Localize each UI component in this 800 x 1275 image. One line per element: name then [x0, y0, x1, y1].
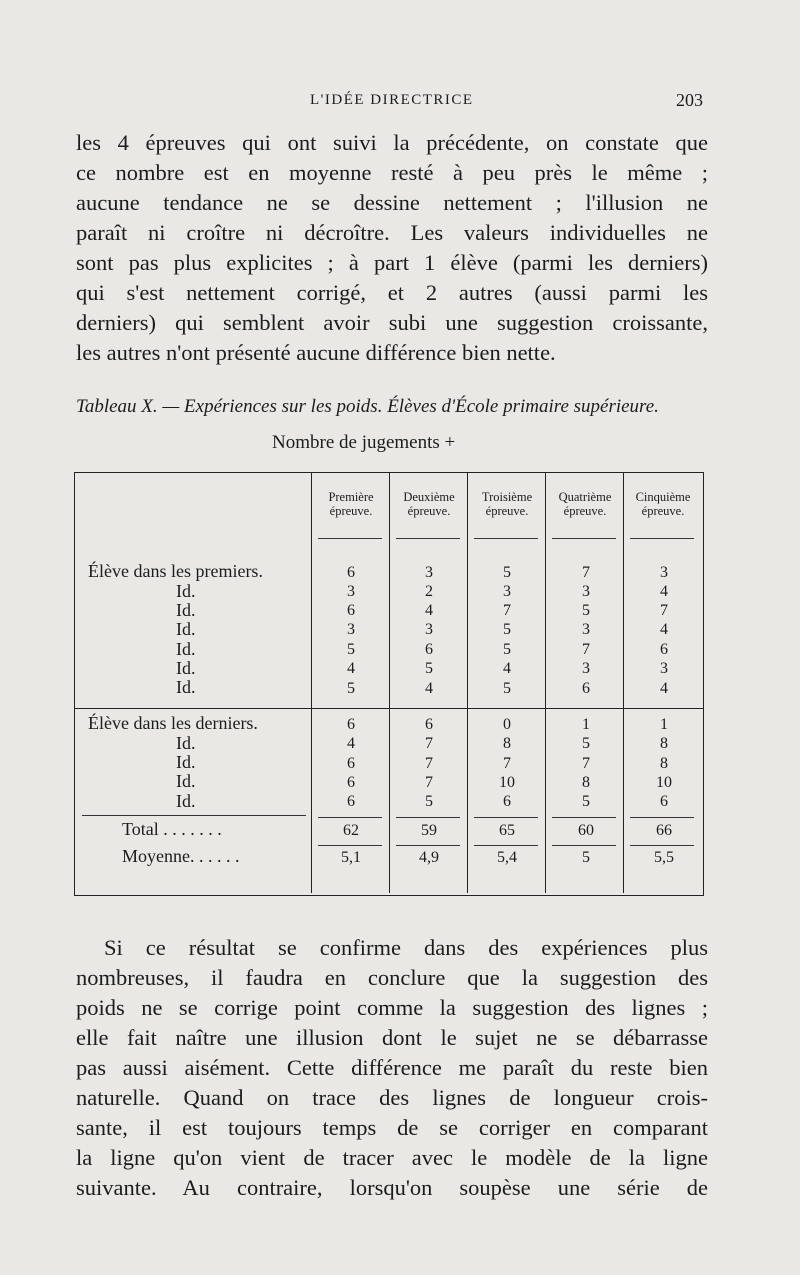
- row-label: Id.: [176, 733, 196, 753]
- text-line: poids ne se corrige point comme la suggestion des lignes ;: [76, 995, 708, 1020]
- text-line: suivante. Au contraire, lorsqu'on soupèse une série de: [76, 1175, 708, 1200]
- table-cell: 60: [578, 822, 594, 839]
- table-cell: 6: [347, 602, 355, 619]
- row-label: Id.: [176, 752, 196, 772]
- table-cell: 8: [503, 735, 511, 752]
- table-cell: 4: [425, 602, 433, 619]
- column-header: [312, 490, 390, 518]
- text-line: ce nombre est en moyenne resté à peu près le même ;: [76, 160, 708, 185]
- table-cell: 4: [660, 680, 668, 697]
- table-cell: 7: [425, 774, 433, 791]
- table-cell: 6: [347, 774, 355, 791]
- table-cell: 6: [347, 793, 355, 810]
- table-cell: 4: [425, 680, 433, 697]
- table-cell: 6: [660, 793, 668, 810]
- row-label: Id.: [176, 619, 196, 639]
- column-header: [390, 490, 468, 518]
- table-cell: 4: [347, 735, 355, 752]
- row-label: Id.: [176, 581, 196, 601]
- table-cell: 6: [347, 716, 355, 733]
- table-cell: 5: [582, 735, 590, 752]
- table-cell: 6: [425, 641, 433, 658]
- column-header-line: Deuxième: [403, 490, 455, 504]
- moyenne-label: Moyenne. . . . . .: [122, 846, 240, 866]
- table-cell: 7: [660, 602, 668, 619]
- table-cell: 4: [503, 660, 511, 677]
- text-line: naturelle. Quand on trace des lignes de longueur crois-: [76, 1085, 708, 1110]
- text-line: sont pas plus explicites ; à part 1 élève (parmi les derniers): [76, 250, 708, 275]
- row-label: Id.: [176, 771, 196, 791]
- row-label: Élève dans les premiers.: [88, 561, 263, 581]
- table-cell: 66: [656, 822, 672, 839]
- table-cell: 3: [582, 660, 590, 677]
- table-cell: 5: [347, 680, 355, 697]
- table-cell: 5,1: [341, 849, 361, 866]
- column-header: [624, 490, 702, 518]
- table-cell: 10: [499, 774, 515, 791]
- table-cell: 3: [425, 564, 433, 581]
- table-cell: 65: [499, 822, 515, 839]
- column-header: [468, 490, 546, 518]
- table-cell: 5: [347, 641, 355, 658]
- text-line: pas aussi aisément. Cette différence me paraît du reste bien: [76, 1055, 708, 1080]
- column-header-line: Première: [328, 490, 374, 504]
- table-cell: 6: [660, 641, 668, 658]
- row-label: Id.: [176, 639, 196, 659]
- table-cell: 3: [582, 583, 590, 600]
- table-cell: 5: [503, 621, 511, 638]
- table-cell: 8: [582, 774, 590, 791]
- running-title: L'IDÉE DIRECTRICE: [310, 92, 474, 108]
- table-cell: 5: [503, 564, 511, 581]
- text-line: les autres n'ont présenté aucune différence bien nette.: [76, 340, 556, 365]
- column-header-line: épreuve.: [563, 504, 607, 518]
- table-cell: 5: [425, 660, 433, 677]
- table-cell: 4,9: [419, 849, 439, 866]
- table-cell: 7: [503, 602, 511, 619]
- column-header-line: épreuve.: [485, 504, 529, 518]
- text-line: aucune tendance ne se dessine nettement ; l'illusion ne: [76, 190, 708, 215]
- table-cell: 6: [582, 680, 590, 697]
- table-cell: 6: [347, 755, 355, 772]
- table-cell: 3: [660, 660, 668, 677]
- table-cell: 6: [503, 793, 511, 810]
- paragraph-2: [76, 933, 708, 1203]
- table-cell: 4: [660, 583, 668, 600]
- text-line: elle fait naître une illusion dont le sujet ne se débarrasse: [76, 1025, 708, 1050]
- column-header-line: Cinquième: [635, 490, 691, 504]
- page-number: 203: [676, 90, 703, 110]
- table-cell: 7: [425, 755, 433, 772]
- table-cell: 3: [425, 621, 433, 638]
- total-label: Total . . . . . . .: [122, 819, 222, 839]
- table-cell: 4: [347, 660, 355, 677]
- table-cell: 5: [503, 680, 511, 697]
- table-cell: 10: [656, 774, 672, 791]
- table-cell: 0: [503, 716, 511, 733]
- table-cell: 5,5: [654, 849, 674, 866]
- table-cell: 5,4: [497, 849, 517, 866]
- table-cell: 7: [503, 755, 511, 772]
- table-cell: 8: [660, 735, 668, 752]
- column-header-line: épreuve.: [407, 504, 451, 518]
- table-cell: 3: [347, 621, 355, 638]
- table-cell: 2: [425, 583, 433, 600]
- table-cell: 62: [343, 822, 359, 839]
- text-line: qui s'est nettement corrigé, et 2 autres (aussi parmi les: [76, 280, 708, 305]
- table-cell: 7: [582, 755, 590, 772]
- column-header-line: Troisième: [481, 490, 533, 504]
- row-label: Id.: [176, 658, 196, 678]
- text-line: les 4 épreuves qui ont suivi la précédente, on constate que: [76, 130, 708, 155]
- table-cell: 3: [347, 583, 355, 600]
- table-caption: Tableau X. — Expériences sur les poids. Élèves d'École primaire supérieure.: [76, 396, 659, 417]
- table-cell: 3: [582, 621, 590, 638]
- row-label: Élève dans les derniers.: [88, 713, 258, 733]
- column-header-line: épreuve.: [329, 504, 373, 518]
- text-line: paraît ni croître ni décroître. Les valeurs individuelles ne: [76, 220, 708, 245]
- paragraph-1: [76, 128, 708, 368]
- row-label: Id.: [176, 677, 196, 697]
- column-header-line: épreuve.: [641, 504, 685, 518]
- table-cell: 1: [582, 716, 590, 733]
- text-line: la ligne qu'on vient de tracer avec le modèle de la ligne: [76, 1145, 708, 1170]
- column-header: [546, 490, 624, 518]
- column-header-line: Quatrième: [558, 490, 612, 504]
- table-cell: 7: [582, 641, 590, 658]
- table-cell: 6: [347, 564, 355, 581]
- table-cell: 6: [425, 716, 433, 733]
- table-cell: 4: [660, 621, 668, 638]
- table-cell: 5: [582, 602, 590, 619]
- table-cell: 5: [425, 793, 433, 810]
- table-cell: 8: [660, 755, 668, 772]
- table-cell: 5: [582, 849, 590, 866]
- row-label: Id.: [176, 791, 196, 811]
- text-line: Si ce résultat se confirme dans des expériences plus: [104, 935, 708, 960]
- table-subcaption: Nombre de jugements +: [272, 432, 456, 453]
- table-cell: 3: [660, 564, 668, 581]
- table-cell: 59: [421, 822, 437, 839]
- table-cell: 5: [582, 793, 590, 810]
- row-label: Id.: [176, 600, 196, 620]
- text-line: sante, il est toujours temps de se corriger en comparant: [76, 1115, 708, 1140]
- table-cell: 3: [503, 583, 511, 600]
- table-cell: 1: [660, 716, 668, 733]
- table-cell: 7: [425, 735, 433, 752]
- table-cell: 7: [582, 564, 590, 581]
- text-line: derniers) qui semblent avoir subi une suggestion croissante,: [76, 310, 708, 335]
- table-cell: 5: [503, 641, 511, 658]
- text-line: nombreuses, il faudra en conclure que la suggestion des: [76, 965, 708, 990]
